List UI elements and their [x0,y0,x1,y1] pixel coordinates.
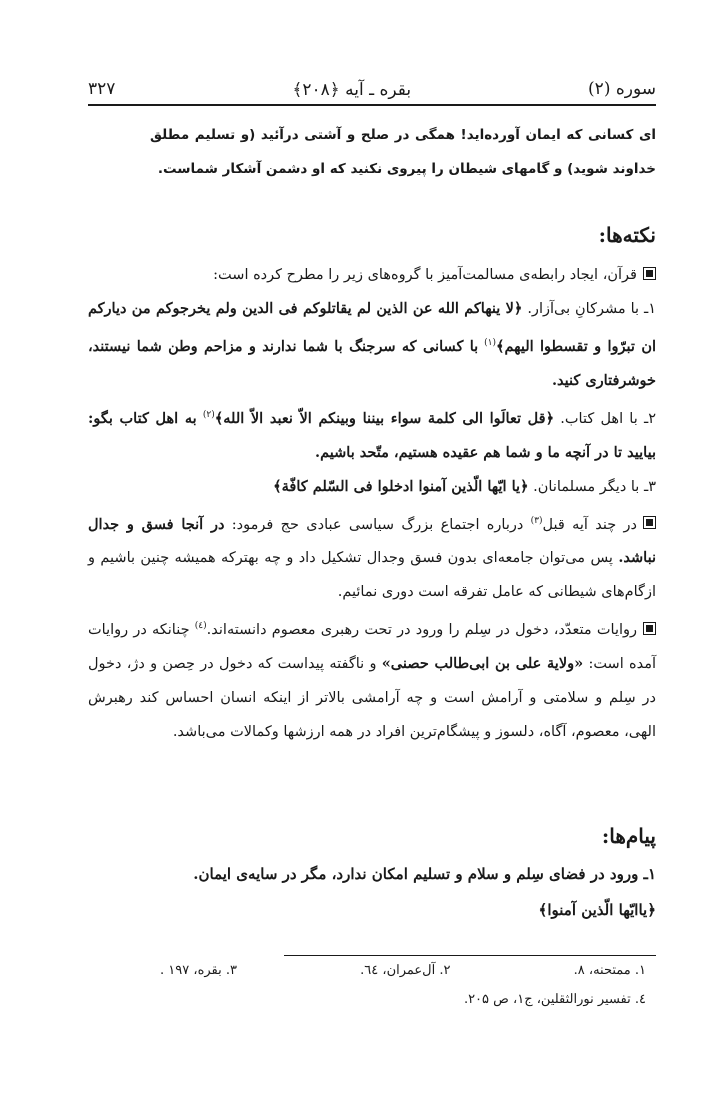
note-paragraph-2: روایات متعدّد، دخول در سِلم را ورود در تحت رهبری معصوم دانسته‌اند.$^{(٤)}$ چنانكه در روایات آمده است: «ولایة علی بن ابی‌طالب حصنی» و ناگفته پیداست كه دخول در حِصن و دژ، دخول در سِلم و سلامتی و آرامش است و چه آرامشی بالاتر از اینكه انسان احساس كند رهبرش الهی، معصوم، آگاه، دلسوز و پیشگام‌ترین افراد در همه ارزشها وكمالات می‌باشد. [88,621,657,741]
footnote-ref: (۲) [202,409,215,420]
note-item-1: ۱ـ با مشركانِ بی‌آزار. ﴿لا ینهاكم الله عن الذین لم یقاتلوكم فی الدین ولم یخرجوكم من دیاركم ان تبرّوا و تقسطوا الیهم﴾$^{(۱)}$ با كسانی كه سرجنگ با شما ندارند و مزاحم وطن شما نیستند، خوشرفتاری كنید. [88,300,656,389]
footnote-2: ۲. آل‌عمران، ٦٤. [360,963,451,978]
note-item-2: ۲ـ با اهل كتاب. ﴿قل تعالَوا الی كلمة سواء بیننا وبینكم الاّ نعبد الاّ الله﴾$^{(۲)}$ به اهل كتاب بگو: بیایید تا در آنچه ما و شما هم عقیده هستیم، متّحد باشیم. [88,409,657,461]
page-number: ۳۲۷ [88,79,116,99]
quran-quote: ﴿لا ینهاكم الله عن الذین لم یقاتلوكم فی الدین ولم یخرجوكم من دیاركم ان تبرّوا و تقسطوا الیهم﴾ [88,300,656,355]
footnotes-row-1 [160,963,646,978]
footnote-ref: (۱) [484,338,496,348]
messages-heading: پیام‌ها: [601,824,656,848]
hadith-quote: «ولایة علی بن ابی‌طالب حصنی» [381,655,584,673]
page-header [88,74,656,104]
verse-reference: بقره ـ آیه ﴿۲۰۸﴾ [292,79,412,100]
footnote-ref: (۳) [530,515,543,526]
surah-label: سوره (۲) [588,79,656,99]
square-bullet-icon [643,516,656,529]
note-item-3: ۳ـ با دیگر مسلمانان. ﴿یا ایّها الّذین آمنوا ادخلوا فی السّلم كافّة﴾ [273,477,656,495]
quran-quote: ﴿قل تعالَوا الی كلمة سواء بیننا وبینكم الاّ نعبد الاّ الله﴾ [214,409,555,427]
quran-quote: ﴿یا ایّها الّذین آمنوا ادخلوا فی السّلم كافّة﴾ [273,477,529,495]
notes-section [88,258,656,749]
footnote-ref: (٤) [194,621,207,632]
footnote-4: ٤. تفسیر نورالثقلین، ج۱، ص ۲۰۵. [463,992,646,1007]
footnote-3: ۳. بقره، ۱۹۷ . [160,963,237,978]
notes-heading: نكته‌ها: [598,223,656,247]
notes-intro: قرآن، ایجاد رابطه‌ی مسالمت‌آمیز با گروه‌های زیر را مطرح كرده است: [88,258,656,292]
square-bullet-icon [643,622,656,635]
square-bullet-icon [643,267,656,280]
messages-section [88,856,656,928]
verse-translation: ای كسانی كه ایمان آورده‌اید! همگی در صلح و آشتی درآئید (و تسلیم مطلق خداوند شوید) و گامهای شیطان را پیروی نكنید كه او دشمن آشكار شماست. [150,127,656,177]
message-item-1: ۱ـ ورود در فضای سِلم و سلام و تسلیم امكان ندارد، مگر در سایه‌ی ایمان. [193,865,656,883]
footnote-divider [284,955,656,956]
footnote-1: ۱. ممتحنه، ۸. [573,963,646,978]
message-quote: ﴿یاایّها الّذین آمنوا﴾ [538,901,656,919]
header-divider [88,104,656,106]
note-paragraph-1: در چند آیه قبل$^{(۳)}$ درباره اجتماع بزرگ سیاسی عبادی حج فرمود: در آنجا فسق و جدال نباشد. پس می‌توان جامعه‌ای بدون فسق وجدال تشكیل داد و چه بهتركه همیشه چنین باشیم و ازگام‌های شیطانی كه عامل تفرقه است دوری نمائیم. [88,515,656,601]
